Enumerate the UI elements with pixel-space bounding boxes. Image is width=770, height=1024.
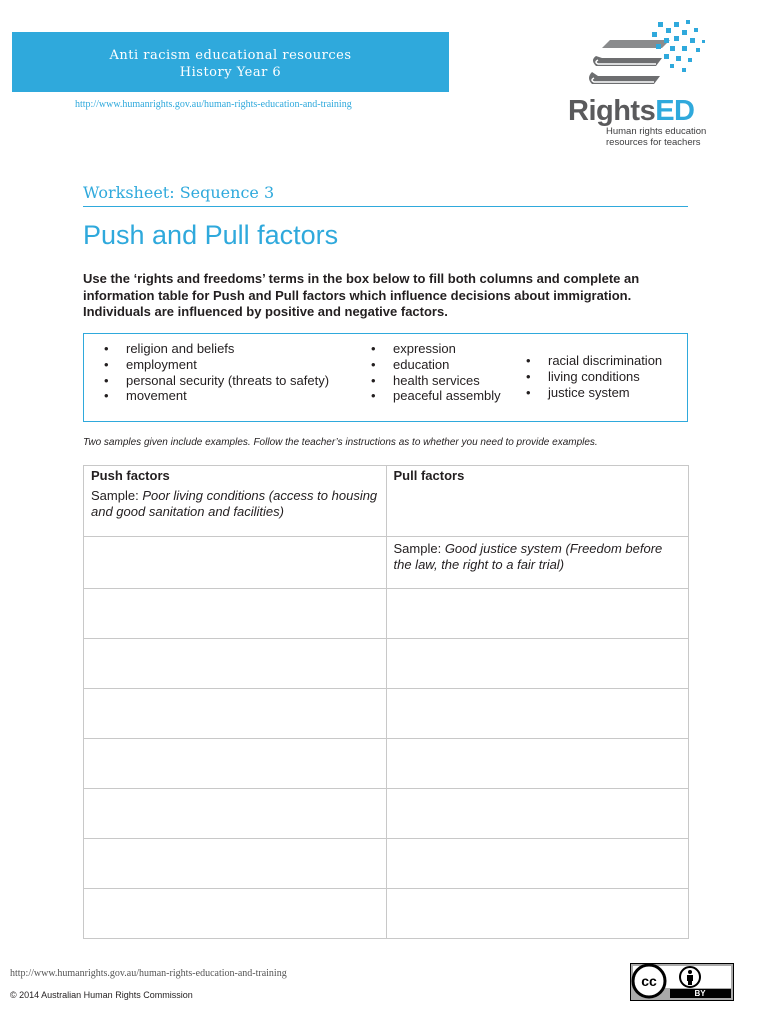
table-row (84, 589, 689, 639)
push-factors-header: Push factors (84, 466, 387, 487)
table-header-row (84, 466, 689, 487)
worksheet-divider (83, 206, 688, 207)
banner-title: Anti racism educational resources (109, 48, 352, 63)
person-icon (680, 967, 700, 987)
header-url-link[interactable]: http://www.humanrights.gov.au/human-rights-education-and-training (75, 99, 352, 110)
push-cell[interactable] (84, 639, 387, 689)
push-cell[interactable] (84, 789, 387, 839)
sample-prefix: Sample: (393, 541, 445, 556)
pull-cell[interactable] (386, 889, 689, 939)
cc-icon (633, 965, 665, 997)
table-row (84, 639, 689, 689)
push-cell[interactable] (84, 889, 387, 939)
table-row (84, 839, 689, 889)
pull-factors-header: Pull factors (386, 466, 689, 487)
logo-tagline-line2: resources for teachers (606, 136, 701, 148)
push-cell[interactable] (84, 689, 387, 739)
push-cell[interactable] (84, 739, 387, 789)
footer-url-link[interactable]: http://www.humanrights.gov.au/human-rights-education-and-training (10, 968, 287, 979)
cc-by-license-badge[interactable] (630, 963, 734, 1001)
svg-text:cc: cc (641, 973, 657, 989)
term-item: • expression (371, 341, 501, 357)
pull-cell[interactable] (386, 537, 689, 589)
term-item: • employment (104, 357, 329, 373)
logo-wordmark (568, 95, 695, 128)
term-item: • justice system (526, 385, 662, 401)
table-row (84, 789, 689, 839)
logo-tagline (606, 127, 706, 148)
push-cell[interactable] (84, 839, 387, 889)
header-banner (12, 32, 449, 92)
term-item: • peaceful assembly (371, 388, 501, 404)
logo-word-rights: Rights (568, 95, 656, 127)
license-badge-label: BY (694, 989, 706, 998)
sample-prefix: Sample: (91, 488, 143, 503)
instructions-text: Use the ‘rights and freedoms’ terms in the box below to fill both columns and complete an information table for Push and Pull factors which influence decisions about immigration. Individuals are influenced by positive and negative factors. (83, 271, 640, 319)
pull-cell[interactable] (386, 689, 689, 739)
push-cell[interactable] (84, 589, 387, 639)
term-item: • racial discrimination (526, 353, 662, 369)
logo-word-ed: ED (655, 95, 695, 127)
pull-cell[interactable] (386, 789, 689, 839)
pull-cell[interactable] (386, 739, 689, 789)
table-row (84, 486, 689, 537)
push-cell[interactable] (84, 537, 387, 589)
banner-subtitle: History Year 6 (179, 65, 282, 80)
term-item: • religion and beliefs (104, 341, 329, 357)
page-title: Push and Pull factors (83, 220, 339, 250)
pull-cell[interactable] (386, 589, 689, 639)
samples-note: Two samples given include examples. Follow the teacher’s instructions as to whether you need to provide examples. (83, 437, 598, 448)
books-pixel-icon (578, 18, 718, 98)
table-row (84, 739, 689, 789)
push-sample-text: Poor living conditions (access to housing and good sanitation and facilities) (91, 488, 378, 519)
terms-list-col2 (371, 341, 501, 404)
worksheet-label: Worksheet: Sequence 3 (83, 183, 275, 202)
terms-box (83, 333, 688, 422)
term-item: • health services (371, 373, 501, 389)
pull-sample-text: Good justice system (Freedom before the law, the right to a fair trial) (393, 541, 663, 572)
pull-cell[interactable] (386, 486, 689, 537)
terms-list-col1 (104, 341, 329, 404)
logo-tagline-line1: Human rights education (606, 126, 707, 137)
table-row (84, 889, 689, 939)
pull-cell[interactable] (386, 639, 689, 689)
pull-cell[interactable] (386, 839, 689, 889)
term-item: • living conditions (526, 369, 662, 385)
table-row (84, 537, 689, 589)
terms-list-col3 (526, 353, 662, 400)
table-row (84, 689, 689, 739)
rightsed-logo (560, 18, 760, 148)
copyright-text: © 2014 Australian Human Rights Commission (10, 990, 193, 1000)
push-cell[interactable] (84, 486, 387, 537)
term-item: • education (371, 357, 501, 373)
factors-table (83, 465, 689, 939)
term-item: • personal security (threats to safety) (104, 373, 329, 389)
term-item: • movement (104, 388, 329, 404)
